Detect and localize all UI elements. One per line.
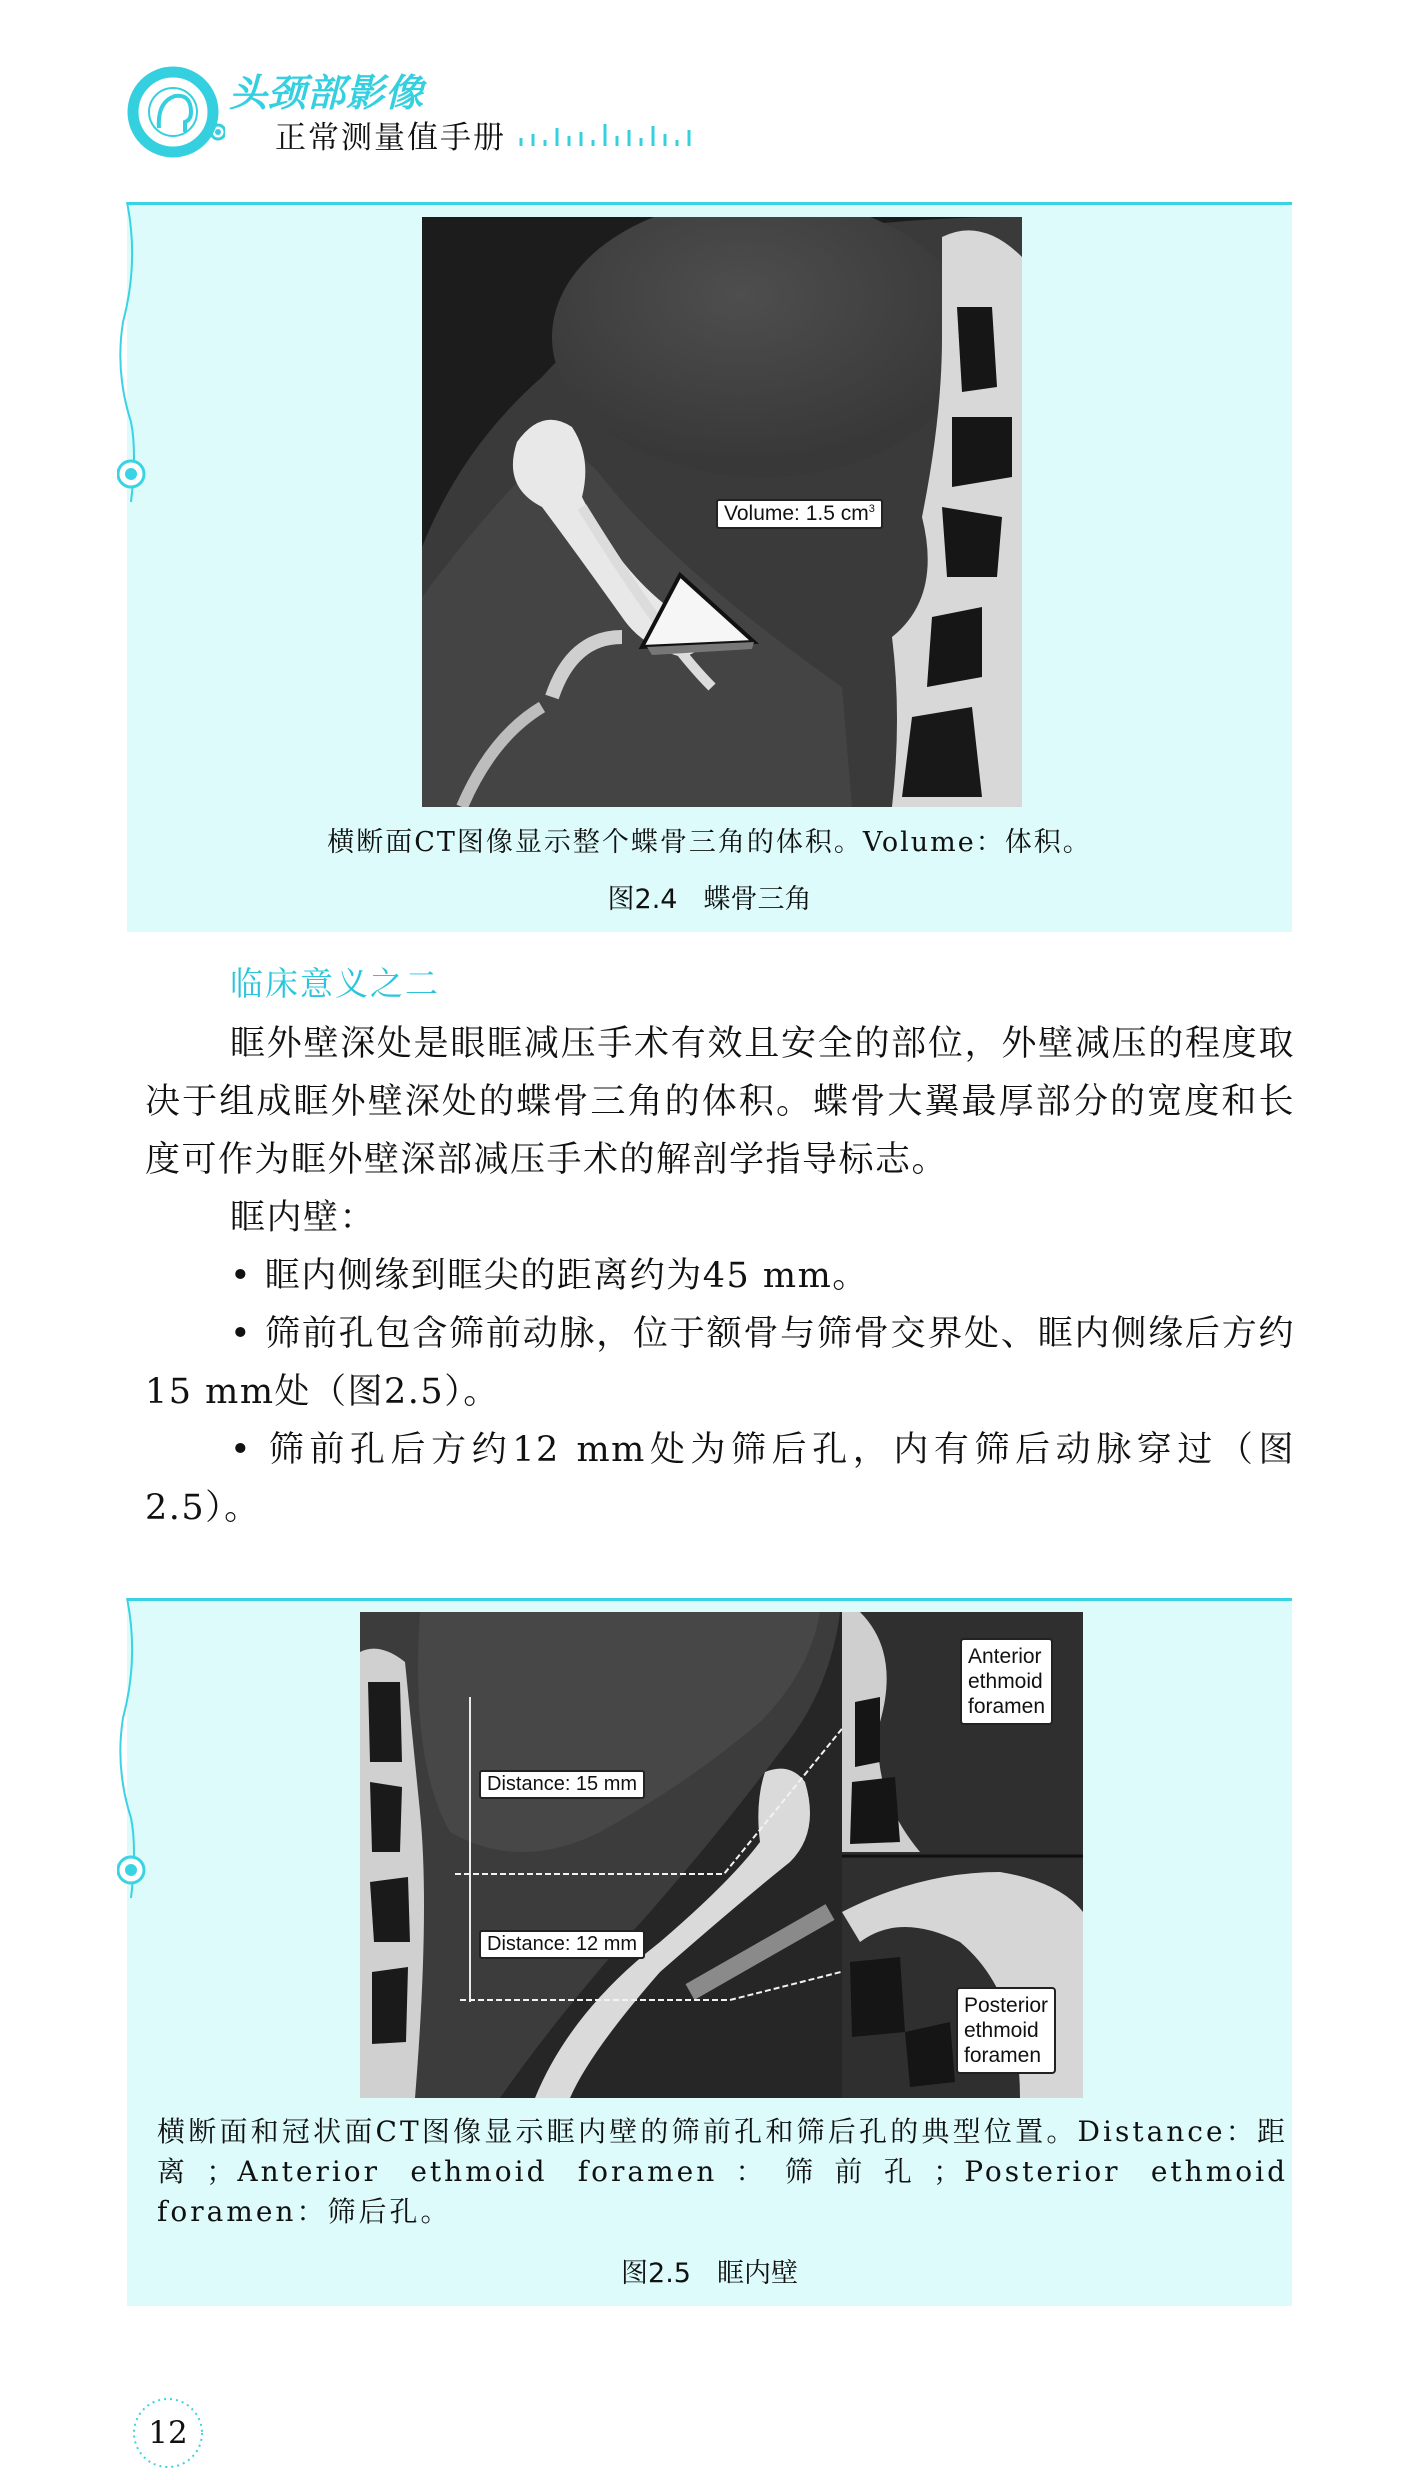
figure-2-4-panel [127,202,1292,932]
inset-label-line: foramen [964,2044,1042,2067]
page-number: 12 [148,2415,188,2451]
volume-label-text: Volume: 1.5 cm [724,502,869,525]
inset-label-line: foramen [968,1695,1046,1718]
figure-2-5-title [127,2251,1292,2290]
figure-2-5-number: 图2.5 [621,2258,691,2289]
book-subtitle: 正常测量值手册 [275,120,506,156]
bullet-orbital-apex-distance: • 眶内侧缘到眶尖的距离约为45 mm。 [230,1256,869,1296]
decorative-bars-icon [517,116,707,152]
book-series-title: 头颈部影像 [229,70,425,115]
bullet-posterior-ethmoid-foramen: • 筛前孔后方约12 mm处为筛后孔，内有筛后动脉穿过（图2.5）。 [145,1430,1295,1528]
distance-label-12mm: Distance: 12 mm [479,1930,645,1959]
figure-2-5-caption: 横断面和冠状面CT图像显示眶内壁的筛前孔和筛后孔的典型位置。Distance：距离；Anterior ethmoid foramen：筛前孔；Posterior ethmoid foramen：筛后孔。 [157,2115,1288,2228]
running-header [125,62,725,162]
figure-2-4-name: 蝶骨三角 [703,884,812,915]
figure-2-4-number: 图2.4 [607,884,678,915]
panel-edge-ornament-icon [117,202,177,502]
inset-label-line: ethmoid [964,2019,1039,2042]
volume-label-unit-exponent: 3 [868,503,875,515]
posterior-ethmoid-foramen-label [956,1987,1056,2074]
panel-top-rule [127,1598,1292,1601]
bullet-anterior-ethmoid-foramen: • 筛前孔包含筛前动脉，位于额骨与筛骨交界处、眶内侧缘后方约15 mm处（图2.5）。 [145,1314,1295,1412]
panel-edge-ornament-icon [117,1598,177,1898]
figure-2-4-caption: 横断面CT图像显示整个蝶骨三角的体积。Volume：体积。 [327,827,1092,858]
paragraph-lateral-wall: 眶外壁深处是眼眶减压手术有效且安全的部位，外壁减压的程度取决于组成眶外壁深处的蝶骨三角的体积。蝶骨大翼最厚部分的宽度和长度可作为眶外壁深部减压手术的解剖学指导标志。 [145,1024,1295,1180]
anterior-ethmoid-foramen-label [960,1638,1053,1725]
head-logo-icon [125,62,225,162]
volume-label [716,499,883,529]
figure-2-5-panel [127,1598,1292,2306]
figure-2-5-name: 眶内壁 [716,2258,798,2289]
inset-label-line: ethmoid [968,1670,1043,1693]
inset-label-line: Anterior [968,1645,1042,1668]
figure-2-4-ct-image [422,217,1022,807]
distance-label-15mm: Distance: 15 mm [479,1770,645,1799]
section-heading: 临床意义之二 [230,964,440,1003]
panel-top-rule [127,202,1292,205]
page-number-badge [130,2395,206,2471]
figure-2-4-title [127,877,1292,916]
inset-label-line: Posterior [964,1994,1049,2017]
paragraph-medial-wall-intro: 眶内壁： [230,1198,377,1238]
figure-2-5-ct-image [360,1612,1083,2098]
